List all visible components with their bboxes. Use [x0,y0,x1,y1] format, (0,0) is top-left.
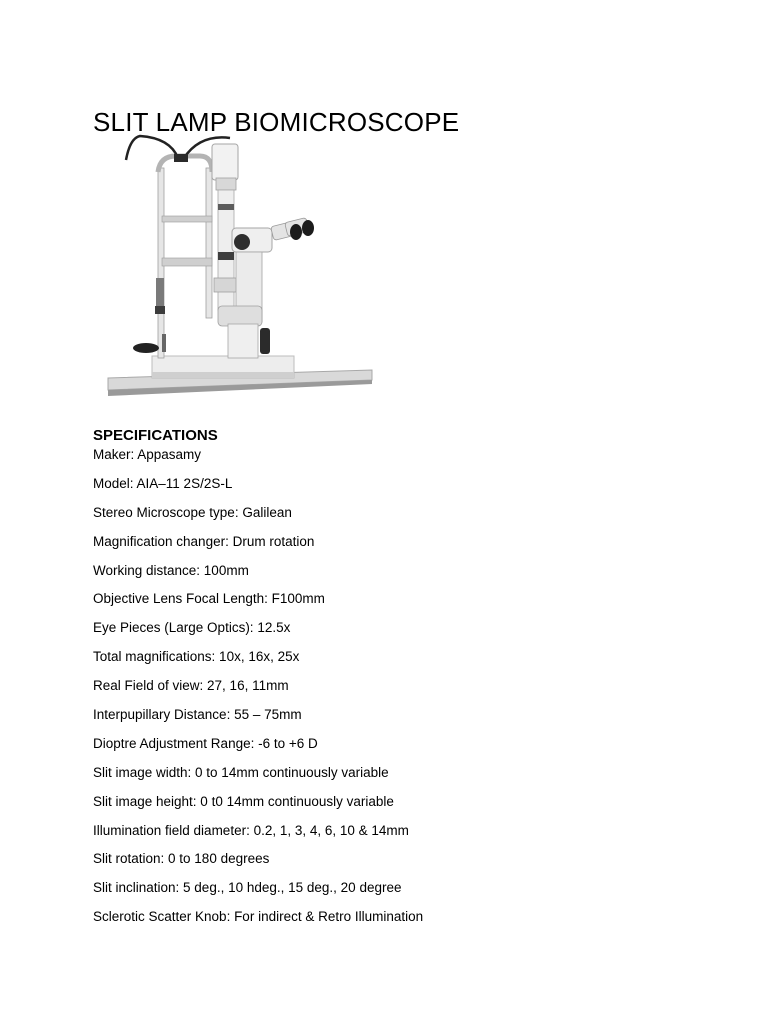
arm-joint [218,306,262,326]
spec-item: Working distance: 100mm [93,562,249,578]
magnification-drum [234,234,250,250]
height-knob [155,306,165,314]
slit-lamp-figure [100,128,380,403]
base-platform-shadow [152,372,294,378]
base-pillar [228,324,258,358]
spec-item: Real Field of view: 27, 16, 11mm [93,678,289,694]
spec-item: Slit image height: 0 t0 14mm continuously variable [93,793,394,809]
spec-item: Sclerotic Scatter Knob: For indirect & Retro Illumination [93,909,424,925]
cable-clip [174,154,188,162]
spec-item: Magnification changer: Drum rotation [93,533,315,549]
spec-item: Eye Pieces (Large Optics): 12.5x [93,620,291,636]
lamp-collar [216,178,236,190]
spec-item: Interpupillary Distance: 55 – 75mm [93,707,302,723]
spec-item: Slit inclination: 5 deg., 10 hdeg., 15 deg., 20 degree [93,880,402,896]
slit-lamp-illustration [100,128,380,403]
column-dark-band-1 [218,204,234,210]
chin-rest-bar [162,258,212,266]
headrest-pole-right [206,168,212,318]
base-knob [260,328,270,354]
spec-item: Illumination field diameter: 0.2, 1, 3, 4, 6, 10 & 14mm [93,822,409,838]
specifications-heading: SPECIFICATIONS [93,427,218,445]
page-title: SLIT LAMP BIOMICROSCOPE [93,107,460,138]
spec-item: Objective Lens Focal Length: F100mm [93,591,325,607]
spec-item: Slit rotation: 0 to 180 degrees [93,851,270,867]
spec-item: Model: AIA–11 2S/2S-L [93,475,233,491]
forehead-bar [162,216,212,222]
eyepiece-2 [302,220,314,236]
spec-item: Total magnifications: 10x, 16x, 25x [93,649,300,665]
joystick-stem [162,334,166,352]
joystick-handle [133,343,159,353]
column-dark-band-2 [218,252,234,260]
fixation-rod [156,278,164,308]
specifications-list [93,446,423,937]
slit-prism [214,278,238,292]
eyepiece-1 [290,224,302,240]
spec-item: Stereo Microscope type: Galilean [93,504,292,520]
spec-item: Slit image width: 0 to 14mm continuously variable [93,764,389,780]
spec-item: Maker: Appasamy [93,447,202,462]
spec-item: Dioptre Adjustment Range: -6 to +6 D [93,735,318,751]
lamp-housing [212,144,238,180]
